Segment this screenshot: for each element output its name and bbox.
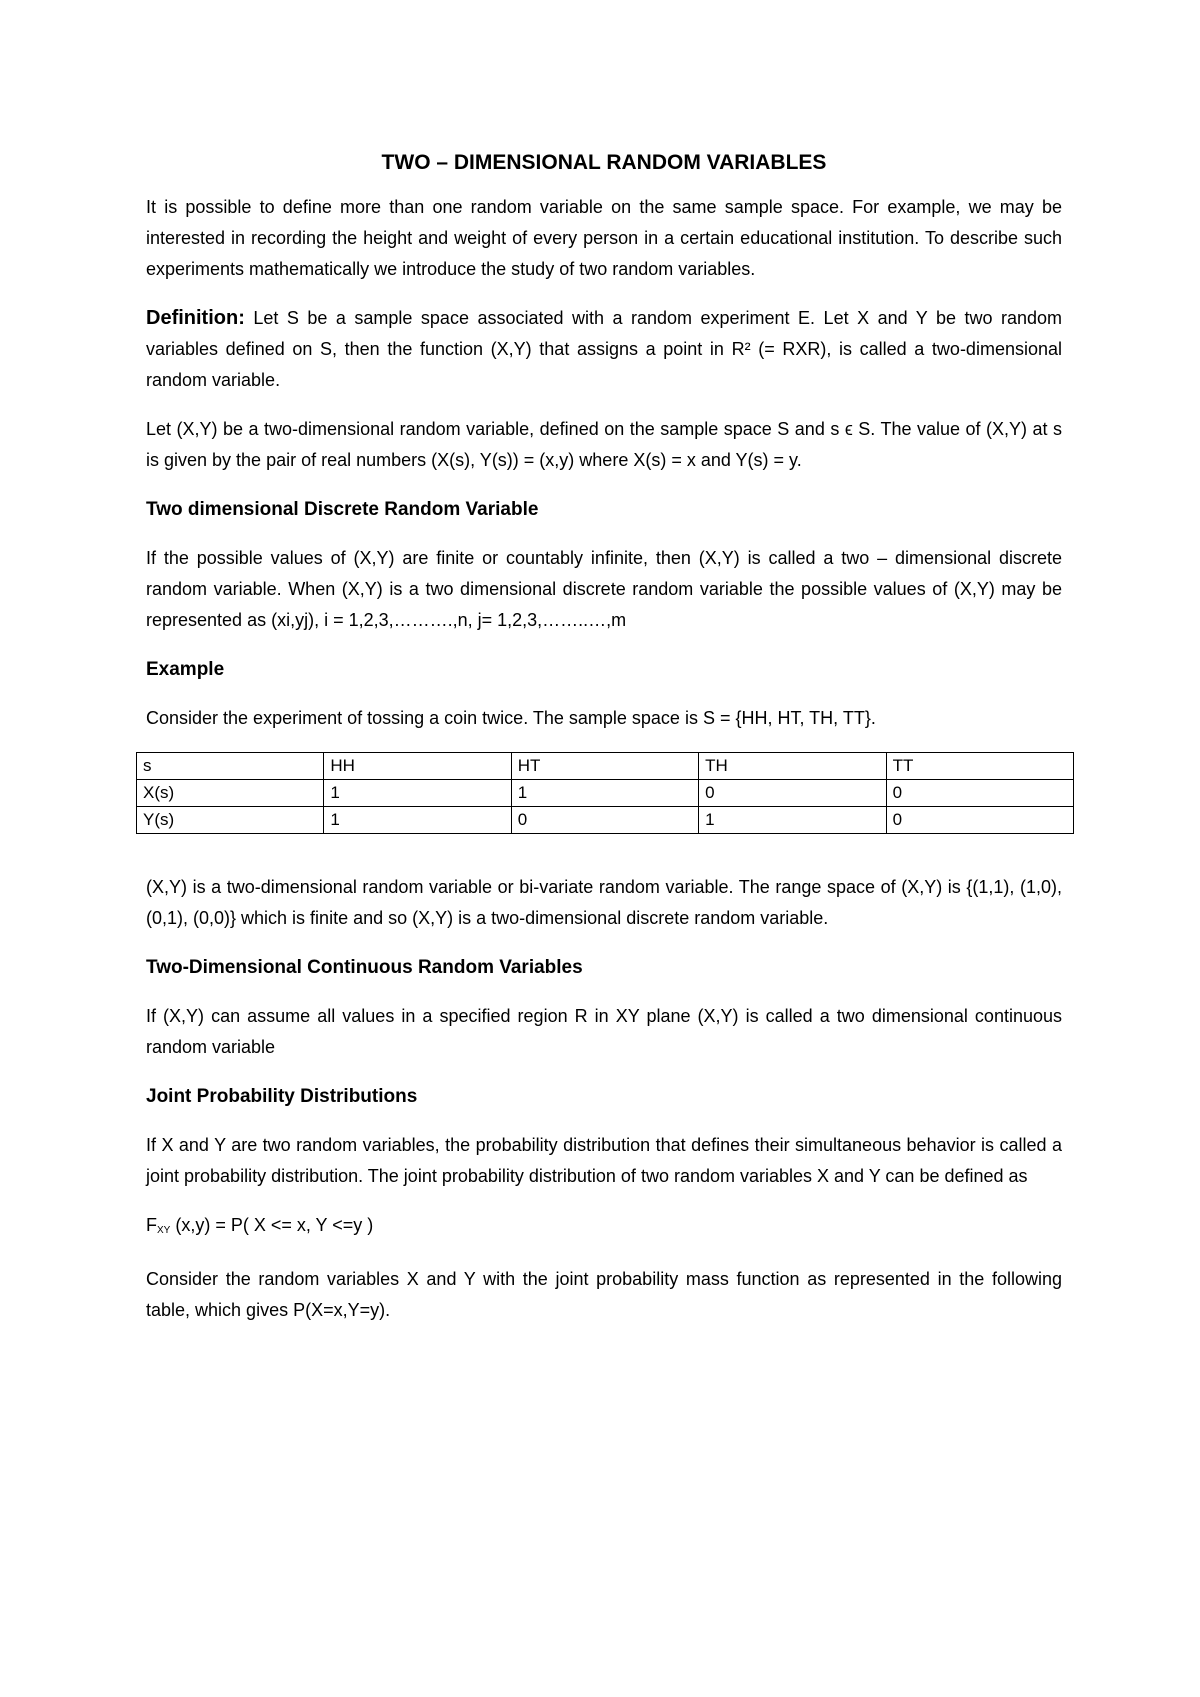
table-cell: 0 [511, 807, 698, 834]
table-cell: 1 [324, 780, 511, 807]
table-row [137, 753, 1074, 780]
table-cell: 1 [324, 807, 511, 834]
formula-expression: (x,y) = P( X <= x, Y <=y ) [170, 1215, 374, 1235]
range-space-paragraph: (X,Y) is a two-dimensional random variable or bi-variate random variable. The range space of (X,Y) is {(1,1), (1,0), (0,1), (0,0)} which is finite and so (X,Y) is a two-dimensional discrete random variable. [146, 877, 1062, 928]
joint-paragraph: If X and Y are two random variables, the probability distribution that defines their simultaneous behavior is called a joint probability distribution. The joint probability distribution of two random variables X and Y can be defined as [146, 1135, 1062, 1186]
table-cell: HT [511, 753, 698, 780]
continuous-heading: Two-Dimensional Continuous Random Variables [146, 957, 583, 978]
table-cell: 1 [511, 780, 698, 807]
table-cell: s [137, 753, 324, 780]
table-row [137, 780, 1074, 807]
discrete-paragraph: If the possible values of (X,Y) are finite or countably infinite, then (X,Y) is called a two – dimensional discrete random variable. When (X,Y) is a two dimensional discrete random variable the possible values of (X,Y) may be represented as (xi,yj), i = 1,2,3,……….,n, j= 1,2,3,……..…,m [146, 548, 1062, 630]
table-cell: 0 [886, 807, 1073, 834]
joint-cdf-formula [146, 1210, 1062, 1246]
closing-paragraph: Consider the random variables X and Y with the joint probability mass function as represented in the following table, which gives P(X=x,Y=y). [146, 1269, 1062, 1320]
table-row [137, 807, 1074, 834]
joint-heading: Joint Probability Distributions [146, 1086, 418, 1107]
intro-paragraph: It is possible to define more than one random variable on the same sample space. For example, we may be interested in recording the height and weight of every person in a certain educational institution. To describe such experiments mathematically we introduce the study of two random variables. [146, 197, 1062, 279]
definition-label: Definition: [146, 307, 245, 329]
table-cell: 0 [886, 780, 1073, 807]
formula-function: F [146, 1215, 157, 1235]
value-paragraph: Let (X,Y) be a two-dimensional random variable, defined on the sample space S and s ϵ S. The value of (X,Y) at s is given by the pair of real numbers (X(s), Y(s)) = (x,y) where X(s) = x and Y(s) = y. [146, 419, 1062, 470]
table-cell: 1 [699, 807, 886, 834]
table-cell: 0 [699, 780, 886, 807]
table-cell: TH [699, 753, 886, 780]
document-page [143, 148, 1062, 1344]
continuous-paragraph: If (X,Y) can assume all values in a specified region R in XY plane (X,Y) is called a two dimensional continuous random variable [146, 1006, 1062, 1057]
formula-subscript: XY [157, 1225, 171, 1236]
table-cell: TT [886, 753, 1073, 780]
sample-space-table [136, 752, 1074, 834]
definition-paragraph [146, 303, 1062, 396]
table-cell: Y(s) [137, 807, 324, 834]
discrete-heading: Two dimensional Discrete Random Variable [146, 499, 539, 520]
definition-text: Let S be a sample space associated with a random experiment E. Let X and Y be two random variables defined on S, then the function (X,Y) that assigns a point in R² (= RXR), is called a two-dimensional random variable. [146, 308, 1062, 390]
table-cell: HH [324, 753, 511, 780]
example-heading: Example [146, 659, 225, 680]
page-title: TWO – DIMENSIONAL RANDOM VARIABLES [381, 151, 827, 174]
example-paragraph: Consider the experiment of tossing a coin twice. The sample space is S = {HH, HT, TH, TT}. [146, 708, 876, 728]
table-cell: X(s) [137, 780, 324, 807]
